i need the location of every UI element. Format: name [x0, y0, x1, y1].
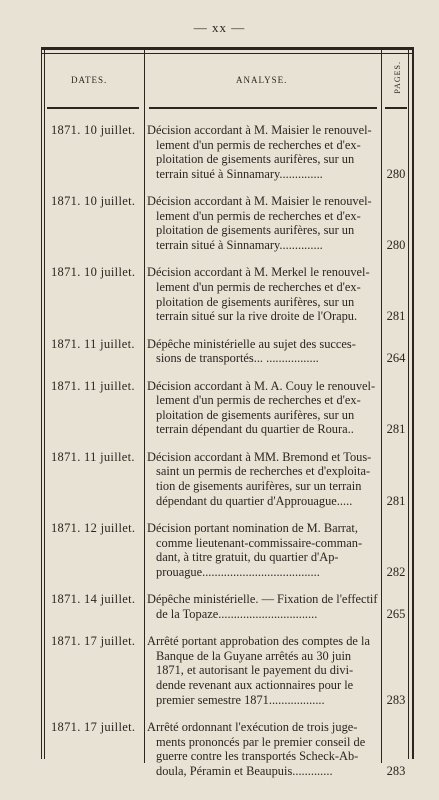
- entry-analysis-line: Dépêche ministérielle au sujet des succes-: [147, 336, 356, 351]
- entry-analysis-line: ploitation de gisements aurifères, sur un: [156, 294, 355, 309]
- entry-analysis-line: de la Topaze................................: [156, 606, 318, 621]
- entry-page-number: 281: [386, 422, 406, 437]
- entry-analysis-line: Décision accordant à M. A. Couy le renouvel-: [147, 378, 376, 393]
- header-analyse: ANALYSE.: [236, 75, 288, 85]
- entry-date: 1871. 10 juillet.: [51, 194, 136, 209]
- entry-analysis-line: terrain situé à Sinnamary..............: [156, 166, 323, 181]
- entry-analysis: [147, 337, 378, 366]
- entry-analysis-line: Décision accordant à MM. Bremond et Tous-: [147, 449, 372, 464]
- entry-page-number: 280: [386, 166, 406, 181]
- entry-page-number: 264: [386, 351, 406, 366]
- entry-analysis-line: sions de transportés... .................: [156, 351, 319, 366]
- entry-date: 1871. 10 juillet.: [51, 123, 136, 137]
- entry-page-number: 281: [386, 309, 406, 324]
- entry-analysis-line: Banque de la Guyane arrêtés au 30 juin: [156, 648, 352, 663]
- entry-date: 1871. 10 juillet.: [51, 265, 136, 280]
- entry-analysis-line: comme lieutenant-commissaire-comman-: [156, 535, 363, 550]
- entry-analysis-line: dende revenant aux actionnaires pour le: [156, 677, 354, 692]
- header-analyse-rule: [149, 107, 377, 109]
- entry-analysis-line: terrain situé à Sinnamary..............: [156, 237, 323, 252]
- entry-date: 1871. 14 juillet.: [51, 592, 136, 607]
- entry-page-number: 265: [386, 606, 406, 621]
- entry-page-number: 282: [386, 564, 406, 579]
- entry-date: 1871. 12 juillet.: [51, 521, 136, 535]
- entry-analysis: [147, 720, 378, 778]
- entry-analysis-line: Arrêté portant approbation des comptes de la: [147, 634, 370, 649]
- entry-analysis: [147, 265, 378, 323]
- entry-analysis: [147, 634, 378, 707]
- entry-page-number: 281: [386, 493, 406, 508]
- entry-analysis-line: lement d'un permis de recherches et d'ex-: [156, 208, 361, 223]
- entry-analysis: [147, 194, 378, 252]
- table-top-thin-rule: [41, 53, 413, 54]
- entry-page-number: 283: [386, 692, 406, 707]
- entry-date: 1871. 11 juillet.: [51, 449, 135, 464]
- entry-analysis-line: saint un permis de recherches et d'exploita-: [156, 464, 371, 479]
- entry-date: 1871. 17 juillet.: [51, 720, 136, 734]
- entry-analysis-line: Décision accordant à M. Merkel le renouvel-: [147, 265, 370, 280]
- entry-analysis: [147, 379, 378, 437]
- pages-column-divider: [381, 47, 382, 763]
- entry-analysis-line: ments prononcés par le premier conseil de: [156, 734, 366, 749]
- entry-analysis-line: doula, Péramin et Beaupuis.............: [156, 763, 333, 778]
- entry-analysis: [147, 123, 378, 181]
- entry-analysis-line: dant, à titre gratuit, du quartier d'Ap-: [156, 550, 339, 565]
- entry-date: 1871. 11 juillet.: [51, 378, 135, 393]
- entry-analysis: [147, 592, 378, 621]
- table-left-border: [41, 47, 42, 759]
- header-pages: PAGES.: [393, 61, 402, 94]
- entry-analysis: [147, 450, 378, 508]
- header-pages-rule: [385, 107, 407, 109]
- dates-column-divider: [144, 47, 145, 763]
- entry-analysis-line: dépendant du quartier d'Approuague.....: [156, 493, 353, 508]
- entry-analysis-line: Arrêté ordonnant l'exécution de trois juge-: [147, 720, 358, 734]
- entry-date: 1871. 17 juillet.: [51, 634, 136, 649]
- entry-analysis-line: lement d'un permis de recherches et d'ex-: [156, 279, 361, 294]
- entry-page-number: 280: [386, 237, 406, 252]
- entry-analysis-line: ploitation de gisements aurifères, sur un: [156, 223, 355, 238]
- entry-analysis-line: guerre contre les transportés Scheck-Ab-: [156, 749, 359, 764]
- header-dates: DATES.: [71, 75, 108, 85]
- entry-analysis-line: 1871, et autorisant le payement du divi-: [156, 663, 354, 678]
- entry-page-number: 283: [386, 763, 406, 778]
- page-number: — xx —: [193, 20, 246, 35]
- table-right-inner-border: [408, 47, 409, 759]
- entry-analysis-line: ploitation de gisements aurifères, sur un: [156, 407, 355, 422]
- table-header: [41, 55, 413, 99]
- entry-analysis-line: Décision accordant à M. Maisier le renouvel-: [147, 123, 372, 137]
- entry-analysis-line: Décision accordant à M. Maisier le renouvel-: [147, 194, 372, 209]
- table-left-inner-border: [44, 47, 45, 759]
- entry-analysis-line: lement d'un permis de recherches et d'ex-: [156, 393, 361, 408]
- index-table: [41, 47, 413, 778]
- entry-analysis-line: terrain dépendant du quartier de Roura..: [156, 422, 354, 437]
- entry-analysis-line: tion de gisements aurifères, sur un terrain: [156, 478, 362, 493]
- entry-analysis-line: lement d'un permis de recherches et d'ex-: [156, 137, 361, 152]
- entry-analysis: [147, 521, 378, 579]
- entry-date: 1871. 11 juillet.: [51, 336, 135, 351]
- table-top-thick-rule: [41, 47, 413, 50]
- entry-analysis-line: Décision portant nomination de M. Barrat,: [147, 521, 358, 535]
- entry-analysis-line: ploitation de gisements aurifères, sur un: [156, 152, 355, 167]
- entry-analysis-line: terrain situé sur la rive droite de l'Orapu.: [156, 309, 358, 324]
- entry-analysis-line: Dépêche ministérielle. — Fixation de l'effectif: [147, 592, 378, 607]
- entry-analysis-line: prouague......................................: [156, 564, 320, 579]
- header-dates-rule: [47, 107, 139, 109]
- entry-analysis-line: premier semestre 1871..................: [156, 692, 325, 707]
- table-right-border: [412, 47, 414, 759]
